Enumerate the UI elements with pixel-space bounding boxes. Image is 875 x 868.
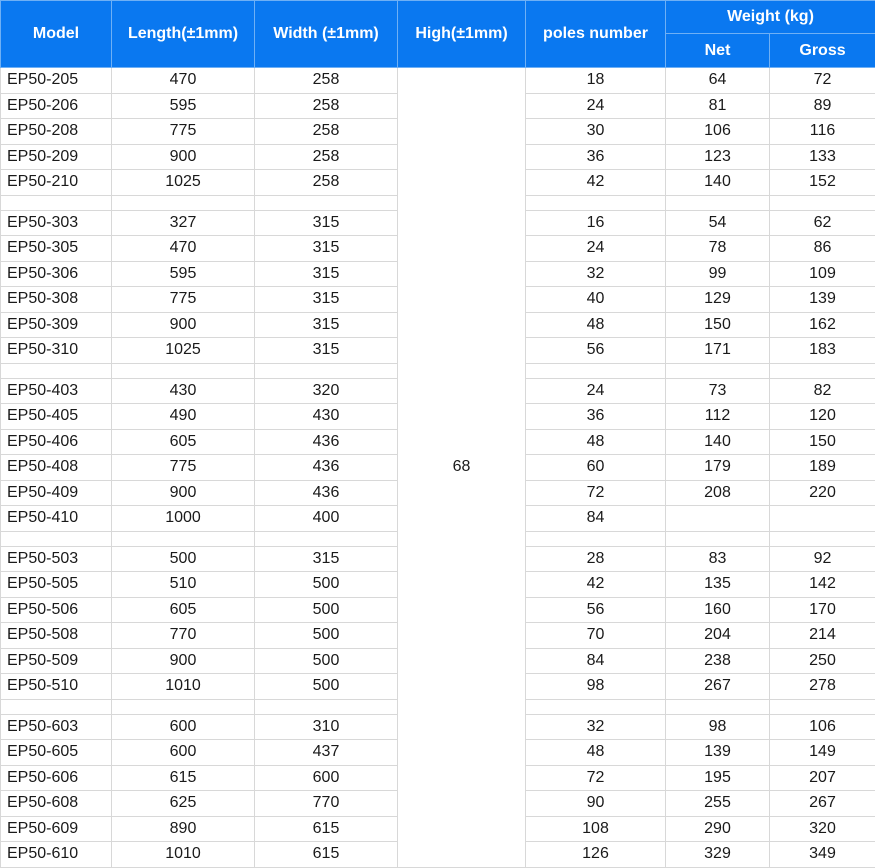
length-cell: 890 <box>112 816 255 842</box>
model-cell: EP50-505 <box>1 572 112 598</box>
net-weight-cell: 140 <box>666 429 770 455</box>
spacer-cell <box>526 699 666 714</box>
net-weight-cell: 267 <box>666 674 770 700</box>
width-cell: 770 <box>255 791 398 817</box>
poles-cell: 24 <box>526 236 666 262</box>
gross-weight-cell: 162 <box>770 312 875 338</box>
gross-weight-cell <box>770 506 875 532</box>
gross-weight-cell: 62 <box>770 210 875 236</box>
spacer-cell <box>255 363 398 378</box>
net-weight-cell: 195 <box>666 765 770 791</box>
gross-weight-cell: 106 <box>770 714 875 740</box>
gross-weight-cell: 116 <box>770 119 875 145</box>
length-cell: 1010 <box>112 674 255 700</box>
gross-weight-cell: 92 <box>770 546 875 572</box>
length-cell: 600 <box>112 740 255 766</box>
net-weight-cell: 135 <box>666 572 770 598</box>
model-cell: EP50-508 <box>1 623 112 649</box>
spacer-cell <box>770 531 875 546</box>
spacer-cell <box>112 363 255 378</box>
gross-weight-cell: 109 <box>770 261 875 287</box>
header-poles: poles number <box>526 1 666 68</box>
gross-weight-cell: 278 <box>770 674 875 700</box>
width-cell: 500 <box>255 597 398 623</box>
length-cell: 500 <box>112 546 255 572</box>
gross-weight-cell: 267 <box>770 791 875 817</box>
net-weight-cell: 129 <box>666 287 770 313</box>
length-cell: 327 <box>112 210 255 236</box>
net-weight-cell: 139 <box>666 740 770 766</box>
gross-weight-cell: 170 <box>770 597 875 623</box>
spacer-cell <box>1 699 112 714</box>
poles-cell: 60 <box>526 455 666 481</box>
width-cell: 500 <box>255 648 398 674</box>
width-cell: 615 <box>255 816 398 842</box>
gross-weight-cell: 152 <box>770 170 875 196</box>
gross-weight-cell: 150 <box>770 429 875 455</box>
width-cell: 315 <box>255 261 398 287</box>
length-cell: 900 <box>112 144 255 170</box>
model-cell: EP50-408 <box>1 455 112 481</box>
length-cell: 1000 <box>112 506 255 532</box>
length-cell: 775 <box>112 455 255 481</box>
spacer-cell <box>255 195 398 210</box>
spacer-cell <box>112 195 255 210</box>
model-cell: EP50-609 <box>1 816 112 842</box>
gross-weight-cell: 207 <box>770 765 875 791</box>
poles-cell: 90 <box>526 791 666 817</box>
length-cell: 595 <box>112 93 255 119</box>
width-cell: 400 <box>255 506 398 532</box>
poles-cell: 18 <box>526 68 666 94</box>
header-high: High(±1mm) <box>398 1 526 68</box>
poles-cell: 84 <box>526 648 666 674</box>
width-cell: 258 <box>255 119 398 145</box>
gross-weight-cell: 320 <box>770 816 875 842</box>
poles-cell: 24 <box>526 378 666 404</box>
gross-weight-cell: 82 <box>770 378 875 404</box>
width-cell: 315 <box>255 210 398 236</box>
net-weight-cell: 54 <box>666 210 770 236</box>
gross-weight-cell: 139 <box>770 287 875 313</box>
width-cell: 600 <box>255 765 398 791</box>
width-cell: 315 <box>255 546 398 572</box>
poles-cell: 36 <box>526 144 666 170</box>
model-cell: EP50-310 <box>1 338 112 364</box>
length-cell: 775 <box>112 119 255 145</box>
net-weight-cell: 99 <box>666 261 770 287</box>
width-cell: 500 <box>255 674 398 700</box>
spacer-cell <box>1 531 112 546</box>
model-cell: EP50-305 <box>1 236 112 262</box>
length-cell: 595 <box>112 261 255 287</box>
width-cell: 258 <box>255 93 398 119</box>
model-cell: EP50-309 <box>1 312 112 338</box>
poles-cell: 30 <box>526 119 666 145</box>
length-cell: 1025 <box>112 338 255 364</box>
model-cell: EP50-308 <box>1 287 112 313</box>
length-cell: 605 <box>112 429 255 455</box>
model-cell: EP50-610 <box>1 842 112 868</box>
length-cell: 605 <box>112 597 255 623</box>
model-cell: EP50-409 <box>1 480 112 506</box>
table-header <box>1 1 875 68</box>
model-cell: EP50-403 <box>1 378 112 404</box>
spacer-cell <box>112 531 255 546</box>
width-cell: 315 <box>255 338 398 364</box>
spacer-cell <box>666 699 770 714</box>
poles-cell: 48 <box>526 429 666 455</box>
poles-cell: 72 <box>526 480 666 506</box>
net-weight-cell: 290 <box>666 816 770 842</box>
width-cell: 500 <box>255 572 398 598</box>
net-weight-cell: 106 <box>666 119 770 145</box>
net-weight-cell: 204 <box>666 623 770 649</box>
poles-cell: 126 <box>526 842 666 868</box>
poles-cell: 40 <box>526 287 666 313</box>
length-cell: 600 <box>112 714 255 740</box>
header-length: Length(±1mm) <box>112 1 255 68</box>
length-cell: 775 <box>112 287 255 313</box>
length-cell: 900 <box>112 648 255 674</box>
width-cell: 437 <box>255 740 398 766</box>
model-cell: EP50-208 <box>1 119 112 145</box>
net-weight-cell: 150 <box>666 312 770 338</box>
width-cell: 258 <box>255 144 398 170</box>
width-cell: 320 <box>255 378 398 404</box>
net-weight-cell: 112 <box>666 404 770 430</box>
table-body <box>1 68 875 868</box>
length-cell: 1025 <box>112 170 255 196</box>
model-cell: EP50-406 <box>1 429 112 455</box>
net-weight-cell: 160 <box>666 597 770 623</box>
poles-cell: 24 <box>526 93 666 119</box>
gross-weight-cell: 149 <box>770 740 875 766</box>
net-weight-cell: 208 <box>666 480 770 506</box>
net-weight-cell <box>666 506 770 532</box>
model-cell: EP50-608 <box>1 791 112 817</box>
gross-weight-cell: 189 <box>770 455 875 481</box>
model-cell: EP50-503 <box>1 546 112 572</box>
net-weight-cell: 179 <box>666 455 770 481</box>
model-cell: EP50-506 <box>1 597 112 623</box>
net-weight-cell: 238 <box>666 648 770 674</box>
net-weight-cell: 98 <box>666 714 770 740</box>
spacer-cell <box>255 531 398 546</box>
length-cell: 625 <box>112 791 255 817</box>
model-cell: EP50-303 <box>1 210 112 236</box>
length-cell: 1010 <box>112 842 255 868</box>
spacer-cell <box>770 699 875 714</box>
length-cell: 470 <box>112 68 255 94</box>
gross-weight-cell: 214 <box>770 623 875 649</box>
width-cell: 615 <box>255 842 398 868</box>
net-weight-cell: 140 <box>666 170 770 196</box>
gross-weight-cell: 220 <box>770 480 875 506</box>
gross-weight-cell: 72 <box>770 68 875 94</box>
poles-cell: 84 <box>526 506 666 532</box>
gross-weight-cell: 133 <box>770 144 875 170</box>
width-cell: 436 <box>255 480 398 506</box>
length-cell: 430 <box>112 378 255 404</box>
width-cell: 500 <box>255 623 398 649</box>
net-weight-cell: 78 <box>666 236 770 262</box>
width-cell: 258 <box>255 170 398 196</box>
model-cell: EP50-405 <box>1 404 112 430</box>
net-weight-cell: 329 <box>666 842 770 868</box>
model-cell: EP50-606 <box>1 765 112 791</box>
poles-cell: 98 <box>526 674 666 700</box>
width-cell: 315 <box>255 236 398 262</box>
width-cell: 436 <box>255 429 398 455</box>
net-weight-cell: 123 <box>666 144 770 170</box>
length-cell: 900 <box>112 480 255 506</box>
spacer-cell <box>526 195 666 210</box>
width-cell: 258 <box>255 68 398 94</box>
model-cell: EP50-510 <box>1 674 112 700</box>
spacer-cell <box>526 531 666 546</box>
poles-cell: 56 <box>526 338 666 364</box>
spacer-cell <box>1 363 112 378</box>
model-cell: EP50-206 <box>1 93 112 119</box>
spacer-cell <box>770 195 875 210</box>
header-net: Net <box>666 34 770 68</box>
length-cell: 470 <box>112 236 255 262</box>
spacer-cell <box>666 531 770 546</box>
spacer-cell <box>770 363 875 378</box>
spacer-cell <box>666 195 770 210</box>
poles-cell: 36 <box>526 404 666 430</box>
table-row <box>1 68 875 94</box>
gross-weight-cell: 349 <box>770 842 875 868</box>
poles-cell: 28 <box>526 546 666 572</box>
spacer-cell <box>255 699 398 714</box>
length-cell: 770 <box>112 623 255 649</box>
header-weight: Weight (kg) <box>666 1 875 34</box>
length-cell: 900 <box>112 312 255 338</box>
header-gross: Gross <box>770 34 875 68</box>
gross-weight-cell: 86 <box>770 236 875 262</box>
poles-cell: 56 <box>526 597 666 623</box>
gross-weight-cell: 250 <box>770 648 875 674</box>
header-model: Model <box>1 1 112 68</box>
gross-weight-cell: 142 <box>770 572 875 598</box>
gross-weight-cell: 120 <box>770 404 875 430</box>
poles-cell: 72 <box>526 765 666 791</box>
poles-cell: 16 <box>526 210 666 236</box>
model-cell: EP50-410 <box>1 506 112 532</box>
length-cell: 510 <box>112 572 255 598</box>
poles-cell: 42 <box>526 572 666 598</box>
net-weight-cell: 171 <box>666 338 770 364</box>
poles-cell: 48 <box>526 312 666 338</box>
width-cell: 315 <box>255 312 398 338</box>
spacer-cell <box>526 363 666 378</box>
poles-cell: 48 <box>526 740 666 766</box>
width-cell: 310 <box>255 714 398 740</box>
net-weight-cell: 83 <box>666 546 770 572</box>
length-cell: 615 <box>112 765 255 791</box>
poles-cell: 32 <box>526 261 666 287</box>
model-cell: EP50-306 <box>1 261 112 287</box>
poles-cell: 108 <box>526 816 666 842</box>
model-cell: EP50-605 <box>1 740 112 766</box>
width-cell: 315 <box>255 287 398 313</box>
model-cell: EP50-210 <box>1 170 112 196</box>
model-cell: EP50-205 <box>1 68 112 94</box>
length-cell: 490 <box>112 404 255 430</box>
header-width: Width (±1mm) <box>255 1 398 68</box>
model-cell: EP50-209 <box>1 144 112 170</box>
spacer-cell <box>666 363 770 378</box>
gross-weight-cell: 89 <box>770 93 875 119</box>
width-cell: 436 <box>255 455 398 481</box>
gross-weight-cell: 183 <box>770 338 875 364</box>
net-weight-cell: 73 <box>666 378 770 404</box>
model-cell: EP50-603 <box>1 714 112 740</box>
net-weight-cell: 255 <box>666 791 770 817</box>
poles-cell: 70 <box>526 623 666 649</box>
net-weight-cell: 81 <box>666 93 770 119</box>
net-weight-cell: 64 <box>666 68 770 94</box>
poles-cell: 32 <box>526 714 666 740</box>
high-cell: 68 <box>398 68 526 868</box>
spacer-cell <box>1 195 112 210</box>
width-cell: 430 <box>255 404 398 430</box>
poles-cell: 42 <box>526 170 666 196</box>
model-cell: EP50-509 <box>1 648 112 674</box>
spacer-cell <box>112 699 255 714</box>
